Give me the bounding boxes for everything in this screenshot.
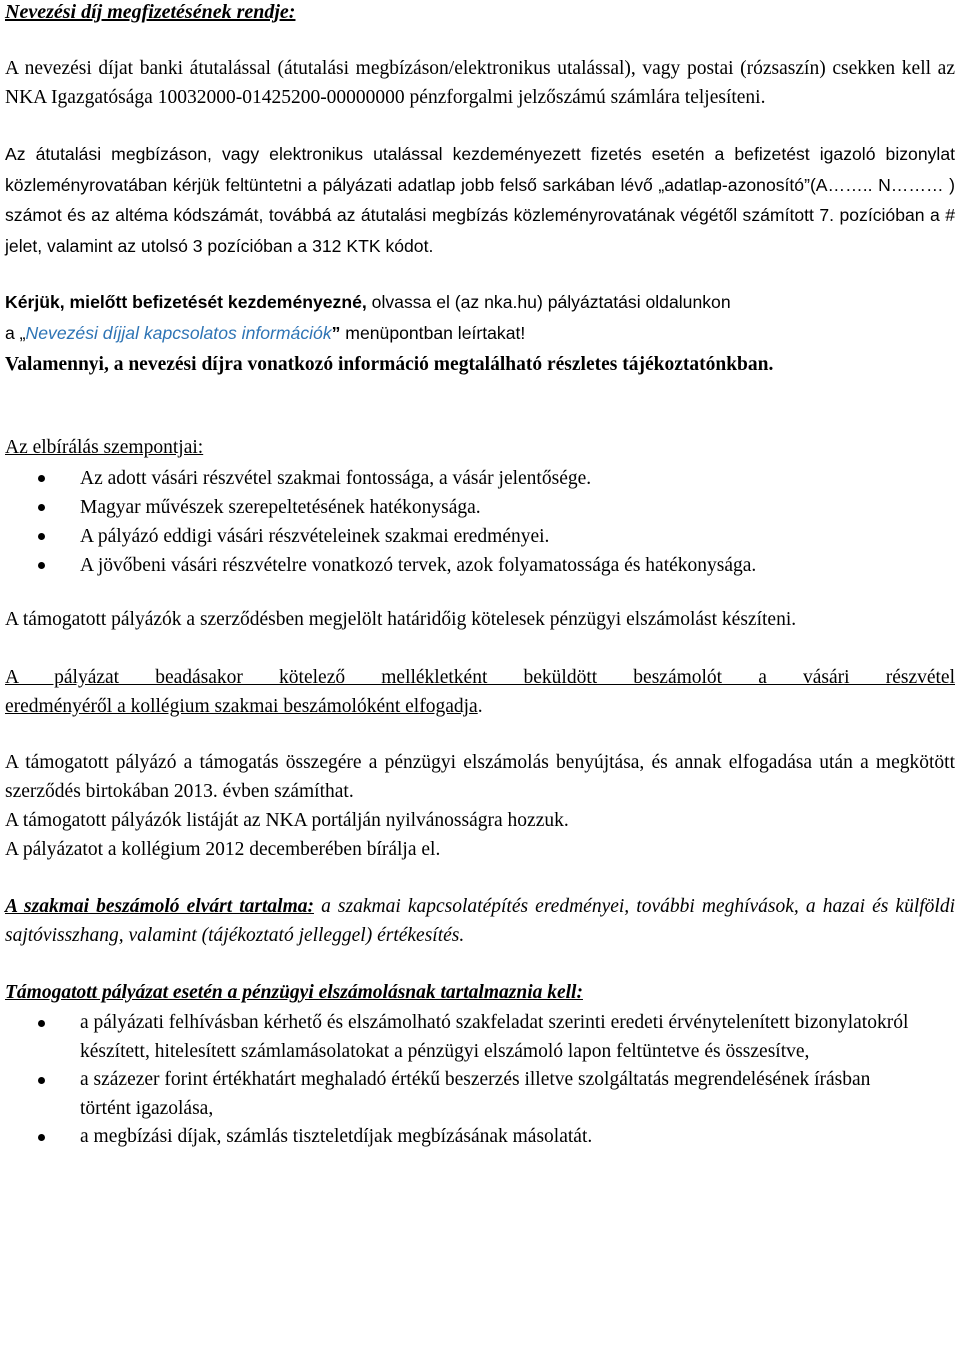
report-line-2: eredményéről a kollégium szakmai beszámolóként elfogadja <box>5 696 478 717</box>
evaluation-criteria-list <box>5 464 955 580</box>
read-info-prefix: a „ <box>5 323 26 343</box>
read-info-text: olvassa el (az nka.hu) pályáztatási oldalunkon <box>366 292 731 312</box>
list-item <box>5 522 955 551</box>
financial-requirements-list <box>5 1009 955 1152</box>
paragraph-transfer-instructions: Az átutalási megbízáson, vagy elektronikus utalással kezdeményezett fizetés esetén a befizetést igazoló bizonylat közleményrovatában kérjük feltüntetni a pályázati adatlap jobb felső sarkában lévő „adatlap-azonosító”(A…….. N……… ) számot és az altéma kódszámát, továbbá az átutalási megbízás közleményrovatának végétől számított 7. pozícióban a # jelet, valamint az utolsó 3 pozícióban a 312 KTK kódot. <box>5 144 955 256</box>
section-heading-evaluation: Az elbírálás szempontjai: <box>5 437 204 458</box>
read-info-bold: Kérjük, mielőtt befizetését kezdeményezné, <box>5 292 367 312</box>
paragraph-report-content <box>5 892 955 950</box>
fee-info-link[interactable]: Nevezési díjjal kapcsolatos információk <box>25 323 332 343</box>
section-heading-financial: Támogatott pályázat esetén a pénzügyi elszámolásnak tartalmaznia kell: <box>5 982 583 1003</box>
paragraph-payment-method: A nevezési díjat banki átutalással (átutalási megbízáson/elektronikus utalással), vagy postai (rózsaszín) csekken kell az NKA Igazgatósága 10032000-01425200-00000000 pénzforgalmi jelzőszámú számlára teljesíteni. <box>5 58 955 108</box>
bullet-icon <box>38 1020 45 1027</box>
list-item <box>5 1066 955 1123</box>
paragraph-list-publication: A támogatott pályázók listáját az NKA portálján nyilvánosságra hozzuk. <box>5 810 569 831</box>
list-item <box>5 1009 955 1066</box>
paragraph-settlement: A támogatott pályázó a támogatás összegére a pénzügyi elszámolás benyújtása, és annak elfogadása után a megkötött szerződés birtokában 2013. évben számíthat. <box>5 752 955 802</box>
bullet-icon <box>38 562 45 569</box>
report-content-text: a szakmai kapcsolatépítés eredményei, további meghívások, a hazai és külföldi sajtóvisszhang, valamint (tájékoztató jelleggel) értékesítés. <box>5 896 955 946</box>
paragraph-report-acceptance <box>5 663 955 721</box>
paragraph-read-info <box>5 287 955 349</box>
list-item-text: Magyar művészek szerepeltetésének hatékonysága. <box>80 497 481 518</box>
list-item <box>5 551 955 580</box>
section-heading-fee-payment: Nevezési díj megfizetésének rendje: <box>5 1 296 23</box>
bullet-icon <box>38 1134 45 1141</box>
bullet-icon <box>38 533 45 540</box>
list-item-text: a pályázati felhívásban kérhető és elszámolható szakfeladat szerinti eredeti érvénytelenített bizonylatokról készített, hitelesített számlamásolatokat a pénzügyi elszámoló lapon feltüntetve és összesítve, <box>80 1012 909 1062</box>
paragraph-decision-date: A pályázatot a kollégium 2012 decemberében bírálja el. <box>5 839 441 860</box>
report-content-heading: A szakmai beszámoló elvárt tartalma: <box>5 896 314 917</box>
list-item-text: Az adott vásári részvétel szakmai fontossága, a vásár jelentősége. <box>80 468 592 489</box>
list-item-text: A pályázó eddigi vásári részvételeinek szakmai eredményei. <box>80 526 550 547</box>
bullet-icon <box>38 504 45 511</box>
list-item-text: A jövőbeni vásári részvételre vonatkozó tervek, azok folyamatossága és hatékonysága. <box>80 555 757 576</box>
list-item <box>5 464 955 493</box>
list-item <box>5 493 955 522</box>
paragraph-details-notice: Valamennyi, a nevezési díjra vonatkozó információ megtalálható részletes tájékoztatónkban. <box>5 354 774 375</box>
list-item-text: a megbízási díjak, számlás tiszteletdíjak megbízásának másolatát. <box>80 1126 593 1147</box>
list-item-text: a százezer forint értékhatárt meghaladó értékű beszerzés illetve szolgáltatás megrendelésének írásban történt igazolása, <box>80 1069 871 1119</box>
report-line-1: A pályázat beadásakor kötelező mellékletként beküldött beszámolót a vásári részvétel <box>5 667 955 688</box>
read-info-quote: ” <box>331 323 341 343</box>
report-dot: . <box>477 696 483 717</box>
list-item <box>5 1123 955 1152</box>
paragraph-obligation: A támogatott pályázók a szerződésben megjelölt határidőig kötelesek pénzügyi elszámolást készíteni. <box>5 609 797 630</box>
read-info-suffix: menüpontban leírtakat! <box>340 323 526 343</box>
document-page <box>5 0 955 1152</box>
bullet-icon <box>38 1077 45 1084</box>
bullet-icon <box>38 475 45 482</box>
